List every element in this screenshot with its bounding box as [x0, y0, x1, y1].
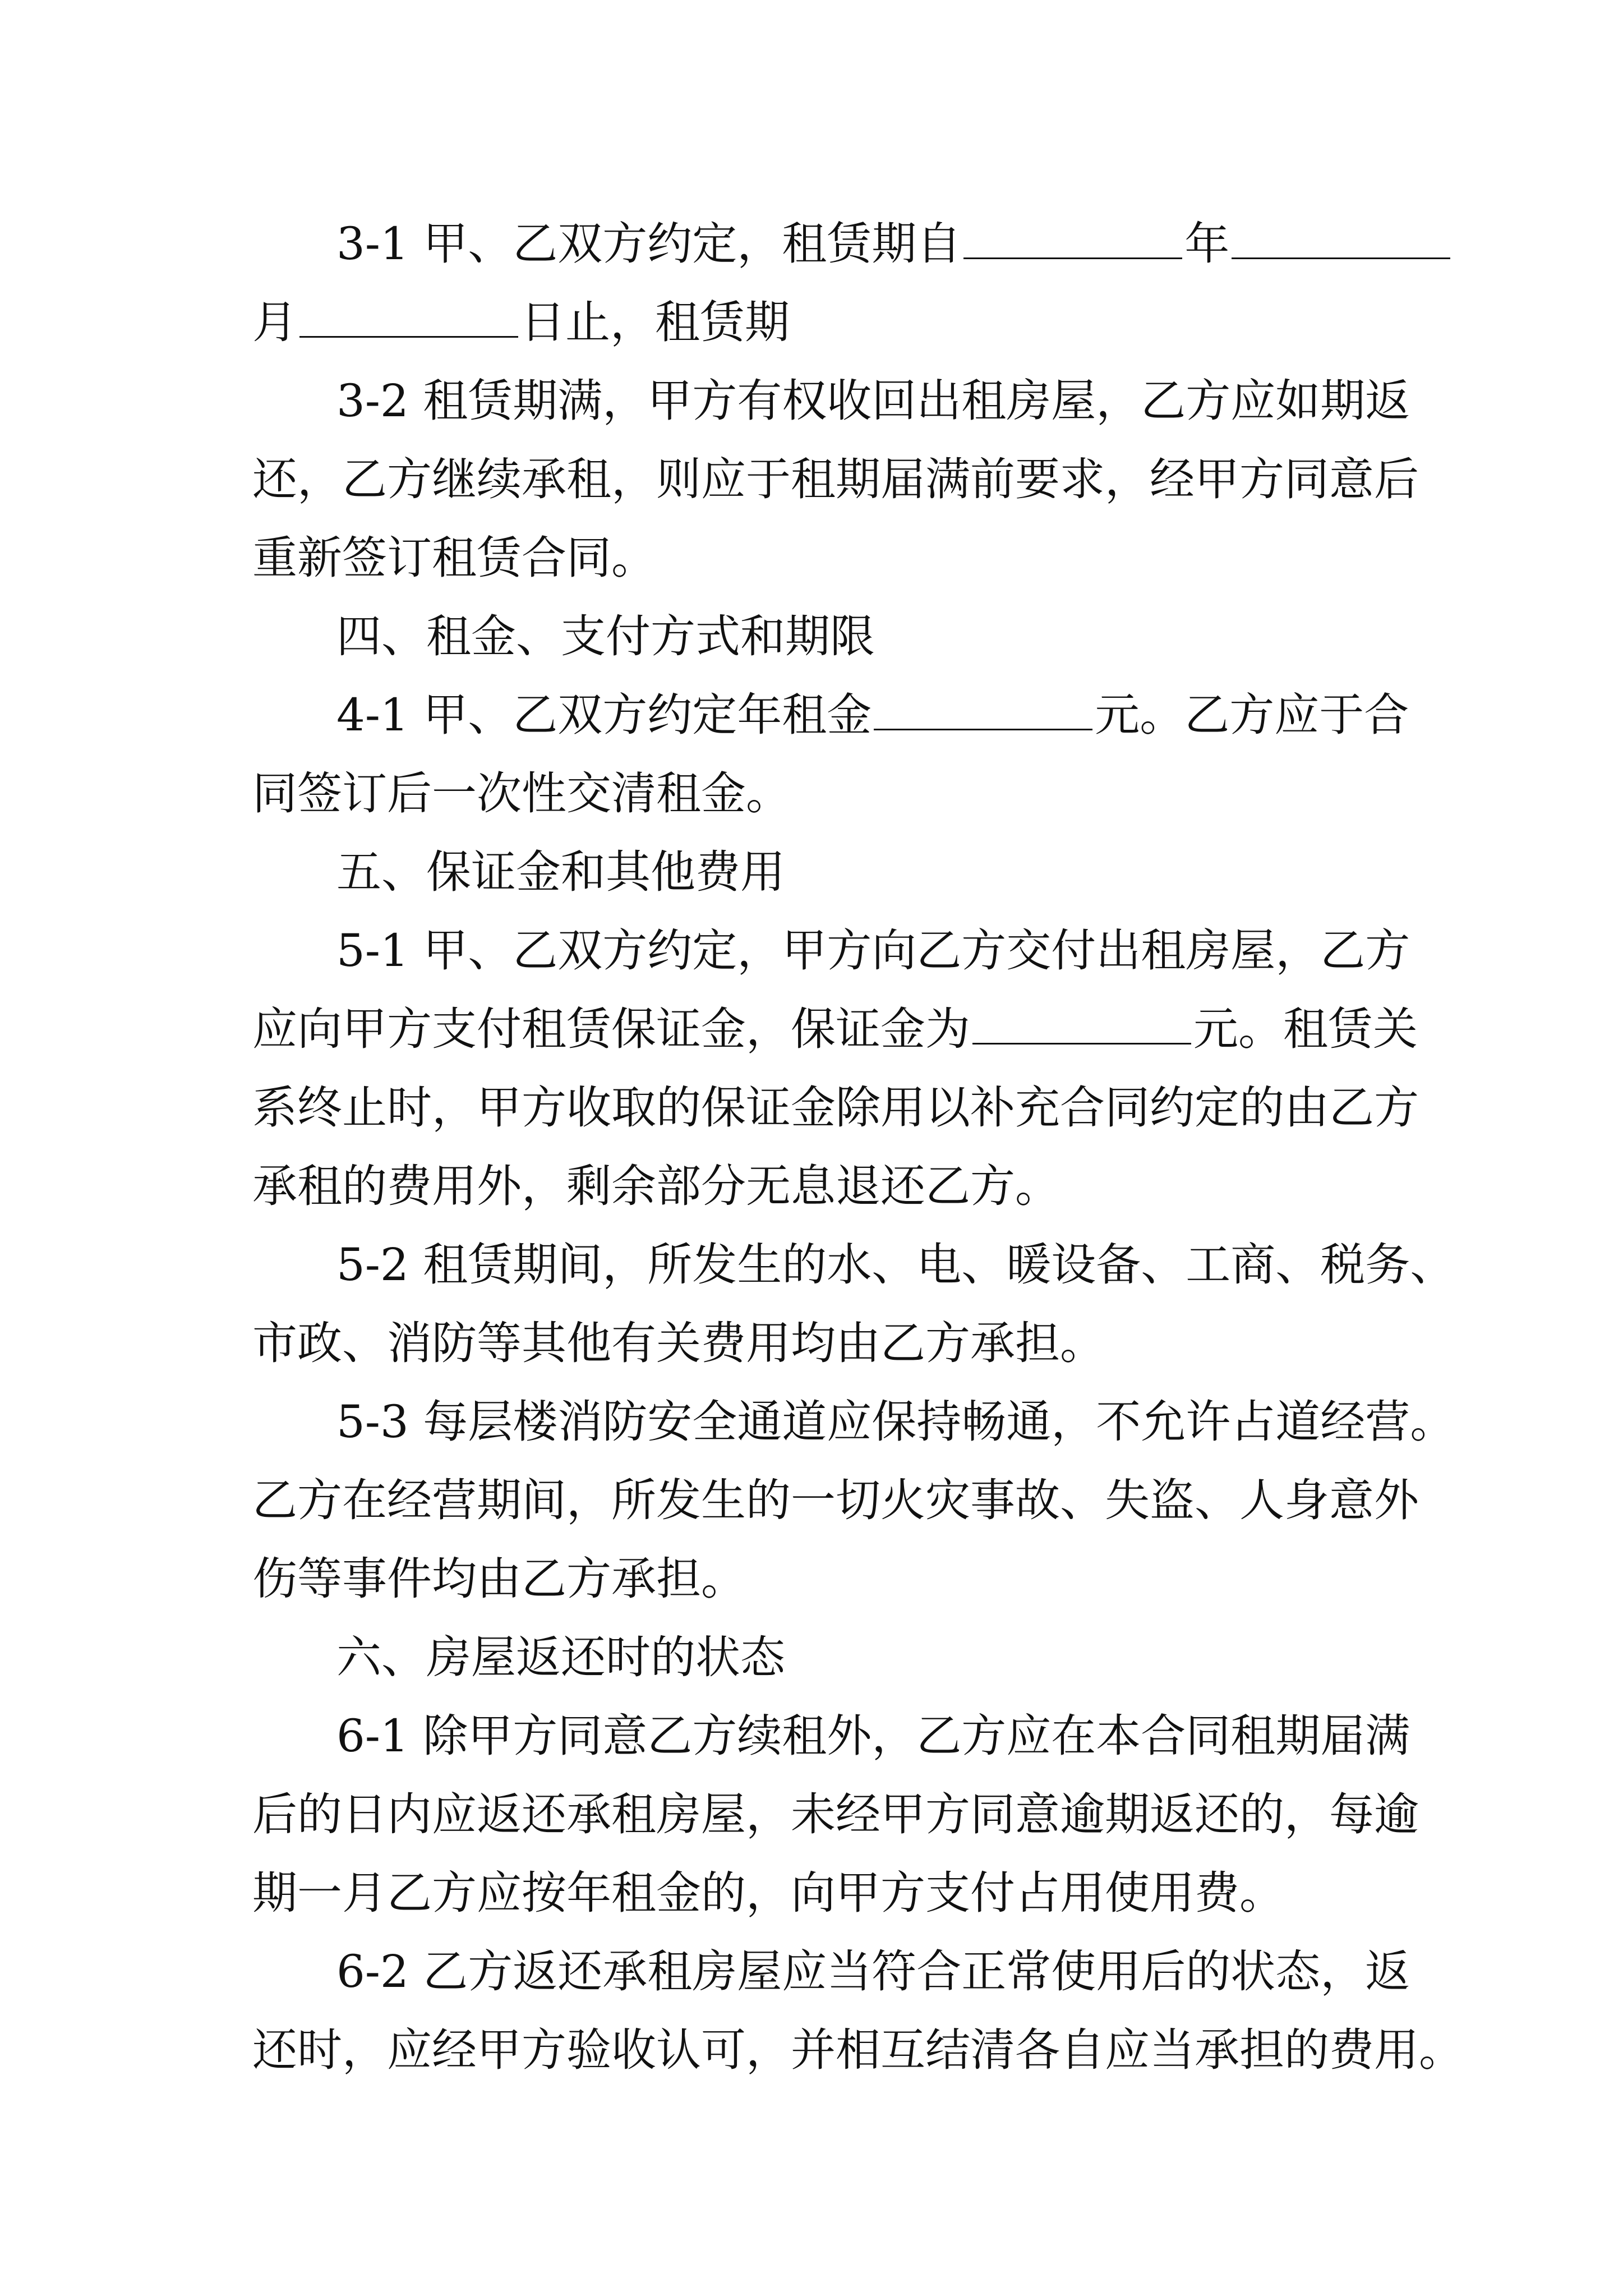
clause-5-2-line-1: 5-2 租赁期间，所发生的水、电、暖设备、工商、税务、	[336, 1239, 1455, 1291]
clause-5-3-line-1: 5-3 每层楼消防安全通道应保持畅通，不允许占道经营。	[336, 1396, 1455, 1448]
clause-text: 3-1 甲、乙双方约定，租赁期自	[336, 218, 962, 270]
clause-5-1-line-1: 5-1 甲、乙双方约定，甲方向乙方交付出租房屋，乙方	[336, 924, 1410, 977]
clause-5-3-line-3: 伤等事件均由乙方承担。	[252, 1553, 746, 1605]
clause-3-1-line-2	[252, 295, 1408, 351]
clause-6-1-line-3: 期一月乙方应按年租金的，向甲方支付占用使用费。	[252, 1867, 1284, 1919]
clause-5-2-line-2: 市政、消防等其他有关费用均由乙方承担。	[252, 1317, 1105, 1369]
section-heading-5: 五、保证金和其他费用	[336, 846, 785, 898]
clause-5-1-line-3: 系终止时，甲方收取的保证金除用以补充合同约定的由乙方	[252, 1082, 1419, 1134]
clause-text: 元。乙方应于合	[1095, 689, 1409, 741]
clause-5-1-line-2	[252, 1001, 1418, 1057]
clause-text: 月	[252, 296, 297, 348]
blank-field-deposit	[972, 1009, 1191, 1045]
clause-3-2-line-2: 还，乙方继续承租，则应于租期届满前要求，经甲方同意后	[252, 453, 1419, 505]
clause-3-2-line-1: 3-2 租赁期满，甲方有权收回出租房屋，乙方应如期返	[336, 375, 1410, 427]
section-heading-6: 六、房屋返还时的状态	[336, 1631, 785, 1683]
section-heading-4: 四、租金、支付方式和期限	[336, 610, 875, 662]
clause-4-1-line-1	[336, 687, 1408, 743]
clause-text: 日止，租赁期	[520, 296, 790, 348]
clause-text: 应向甲方支付租赁保证金，保证金为	[252, 1003, 970, 1055]
clause-4-1-line-2: 同签订后一次性交清租金。	[252, 767, 791, 820]
clause-text: 4-1 甲、乙双方约定年租金	[336, 689, 872, 741]
clause-5-3-line-2: 乙方在经营期间，所发生的一切火灾事故、失盗、人身意外	[252, 1474, 1419, 1526]
clause-5-1-line-4: 承租的费用外，剩余部分无息退还乙方。	[252, 1160, 1060, 1212]
clause-text: 年	[1184, 218, 1230, 270]
clause-text: 元。租赁关	[1193, 1003, 1418, 1055]
clause-6-2-line-2: 还时，应经甲方验收认可，并相互结清各自应当承担的费用。	[252, 2024, 1464, 2076]
blank-field-year	[963, 224, 1182, 259]
clause-6-1-line-2: 后的日内应返还承租房屋，未经甲方同意逾期返还的，每逾	[252, 1788, 1419, 1841]
blank-field-day	[299, 302, 518, 338]
clause-6-2-line-1: 6-2 乙方返还承租房屋应当符合正常使用后的状态，返	[336, 1945, 1410, 1998]
clause-3-1-line-1	[336, 216, 1408, 272]
clause-3-2-line-3: 重新签订租赁合同。	[252, 532, 656, 584]
blank-field-annual-rent	[874, 695, 1092, 730]
clause-6-1-line-1: 6-1 除甲方同意乙方续租外，乙方应在本合同租期届满	[336, 1710, 1410, 1762]
blank-field-month	[1232, 224, 1450, 259]
